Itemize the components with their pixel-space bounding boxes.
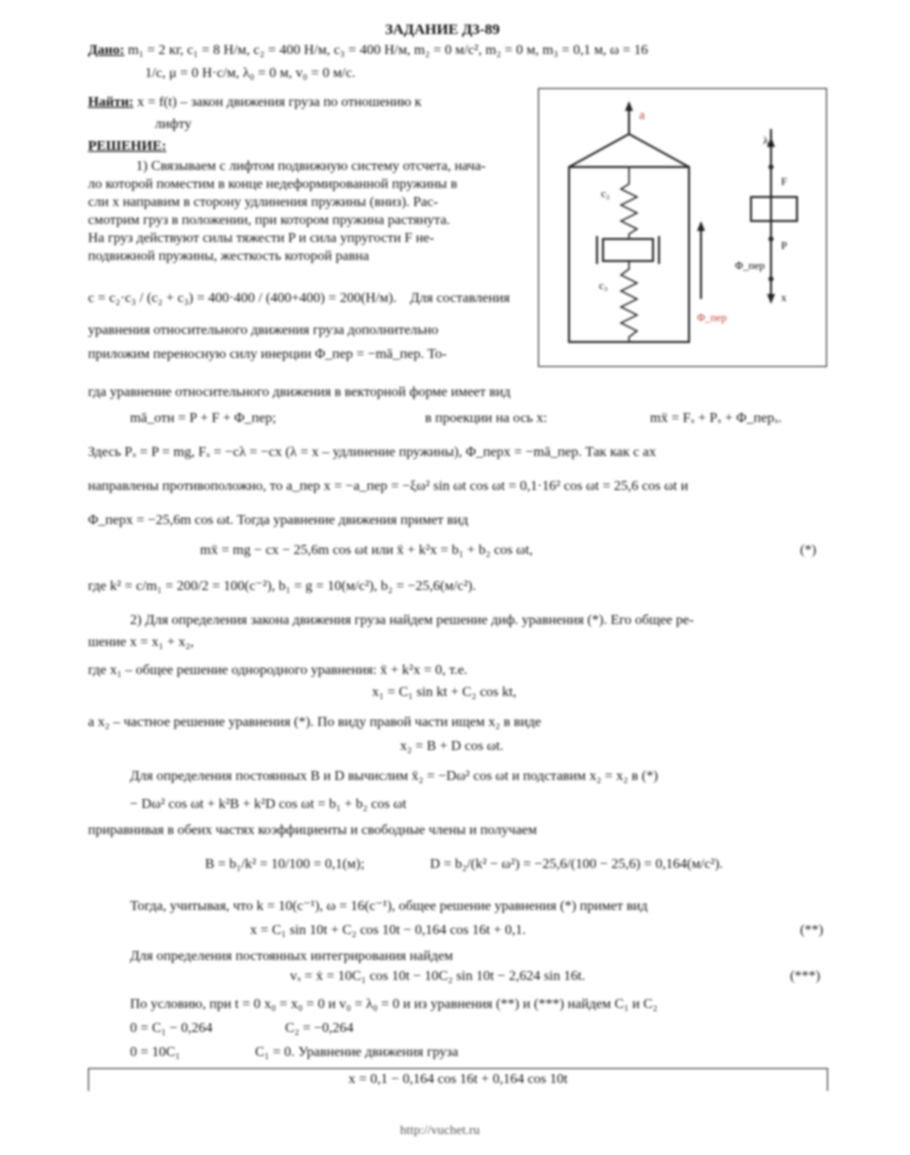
roof-right: [629, 134, 689, 167]
equation-motion-number: (*): [800, 543, 817, 558]
label-P: P: [781, 240, 788, 252]
system-row-1-left: 0 = C₁ − 0,264: [130, 1021, 213, 1036]
paragraph-2: [88, 322, 447, 364]
given-line-1: m₁ = 2 кг, c₁ = 8 Н/м, c₂ = 400 Н/м, c₃ = 400 Н/м, m₂ = 0 м/с², m₂ = 0 м, m₃ = 0,1 м, ω = 16: [127, 43, 649, 58]
text-line: 1) Связываем с лифтом подвижную систему отсчета, нача-: [136, 159, 486, 174]
given-label: Дано:: [88, 43, 125, 58]
equation-projection-label: в проекции на ось x:: [425, 411, 548, 426]
find-label: Найти:: [88, 95, 134, 110]
text-line: смотрим груз в положении, при котором пружина растянута.: [88, 213, 451, 228]
equation-vector: mā_отн = P + F + Φ_пер;: [130, 411, 277, 426]
equation-D: D = b₂/(k² − ω²) = −25,6/(100 − 25,6) = 0,164(м/с²).: [430, 857, 723, 872]
system-row-1-right: C₂ = −0,264: [285, 1021, 354, 1036]
final-answer-box: [88, 1068, 828, 1091]
equation-B: B = b₁/k² = 10/100 = 0,1(м);: [205, 857, 365, 872]
inertia-arrowhead: [697, 221, 705, 231]
equation-projection: mẍ = Fₓ + Pₓ + Φ_перₓ.: [650, 411, 782, 426]
fbd-point-3: [769, 277, 774, 282]
text-line: уравнения относительного движения груза дополнительно: [88, 323, 439, 338]
equation-velocity: vₓ = ẋ = 10C₁ cos 10t − 10C₂ sin 10t − 2,624 sin 16t.: [290, 969, 586, 984]
equation-x1: x₁ = C₁ sin kt + C₂ cos kt,: [372, 685, 517, 700]
find-line-2: лифту: [155, 117, 192, 132]
paragraph-9: а x₂ – частное решение уравнения (*). По виду правой части ищем x₂ в виде: [88, 715, 542, 730]
label-c3: c₃: [599, 280, 608, 292]
diagram-frame: [538, 88, 827, 367]
final-equation: x = 0,1 − 0,164 cos 16t + 0,164 cos 10t: [348, 1072, 568, 1087]
paragraph-14: По условию, при t = 0 x₀ = x₀ = 0 и v₀ = λ₀ = 0 и из уравнения (**) и (***) найдем C₁ и C₂: [130, 997, 658, 1012]
text-line: подвижной пружины, жесткость которой равна: [88, 249, 370, 264]
fbd-point-1: [769, 165, 774, 170]
paragraph-8: где x₁ – общее решение однородного уравнения: ẍ + k²x = 0, т.е.: [88, 663, 468, 678]
paragraph-12: Тогда, учитывая, что k = 10(с⁻¹), ω = 16(с⁻¹), общее решение уравнения (*) примет вид: [130, 899, 648, 914]
given-block: [88, 42, 648, 60]
label-phi-fbd: Φ_пер: [735, 260, 765, 272]
find-block: [88, 94, 421, 112]
equation-motion: mẍ = mg − cx − 25,6m cos ωt или ẍ + k²x = b₁ + b₂ cos ωt,: [200, 543, 533, 558]
fbd-arrowhead-down: [767, 294, 775, 304]
paragraph-10: Для определения постоянных B и D вычислим ẍ₂ = −Dω² cos ωt и подставим x₂ = x₂ в (*): [130, 769, 658, 784]
paragraph-1: [88, 158, 528, 266]
label-x: x: [781, 292, 787, 304]
elevator-diagram: [539, 89, 826, 366]
label-a: a: [639, 107, 645, 122]
text-line: ло которой поместим в конце недеформированной пружины в: [88, 177, 458, 192]
footer-url: http://vuchet.ru: [400, 1122, 480, 1137]
label-F: F: [781, 176, 788, 188]
paragraph-7a: 2) Для определения закона движения груза найдем решение диф. уравнения (*). Его общее ре-: [130, 613, 694, 628]
paragraph-5: направлены противоположно, то a_пер x = −a_пер = −ξω² sin ωt cos ωt = 0,1·16² cos ωt = 25,6 cos ωt и: [88, 479, 689, 494]
fbd-point-2: [769, 237, 774, 242]
label-phi: Φ_пер: [697, 312, 727, 324]
lower-spring: [621, 261, 637, 342]
text-line: сли x направим в сторону удлинения пружины (вниз). Рас-: [88, 195, 438, 210]
given-line-2: 1/с, μ = 0 Н·с/м, λ₀ = 0 м, v₀ = 0 м/с.: [145, 66, 356, 81]
formula-c-tail: Для составления: [410, 291, 510, 306]
solution-label: РЕШЕНИЕ:: [88, 139, 167, 154]
weight-block: [603, 239, 653, 261]
formula-c: c = c₂·c₃ / (c₂ + c₃) = 400·400 / (400+400) = 200(Н/м).: [88, 291, 397, 306]
find-line-1: x = f(t) – закон движения груза по отношению к: [137, 95, 422, 110]
system-row-2-right: C₁ = 0. Уравнение движения груза: [255, 1045, 459, 1060]
equation-substitution: − Dω² cos ωt + k²B + k²D cos ωt = b₁ + b₂ cos ωt: [130, 797, 407, 812]
text-line: приложим переносную силу инерции Φ_пер = −mā_пер. То-: [88, 347, 447, 362]
paragraph-7b: шение x = x₁ + x₂,: [88, 635, 194, 650]
system-row-2-left: 0 = 10C₁: [130, 1045, 181, 1060]
label-lambda: λ₀: [763, 135, 773, 147]
text-line: На груз действуют силы тяжести P и сила упругости F не-: [88, 231, 435, 246]
equation-general-number: (**): [800, 923, 824, 938]
page-title: ЗАДАНИЕ Д3-89: [385, 22, 500, 38]
fbd-weight: [751, 197, 797, 221]
roof-left: [569, 134, 629, 167]
equation-k: где k² = c/m₁ = 200/2 = 100(с⁻²), b₁ = g = 10(м/с²), b₂ = −25,6(м/с²).: [88, 579, 476, 594]
upper-spring: [621, 167, 637, 239]
paragraph-4: Здесь Pₓ = P = mg, Fₓ = −cλ = −cx (λ = x – удлинение пружины), Φ_перx = −mā_пер. Так как с ax: [88, 445, 656, 460]
paragraph-11: приравнивая в обеих частях коэффициенты и свободные члены и получаем: [88, 823, 537, 838]
equation-general: x = C₁ sin 10t + C₂ cos 10t − 0,164 cos 16t + 0,1.: [250, 923, 526, 938]
label-c2: c₂: [601, 188, 610, 200]
equation-x2: x₂ = B + D cos ωt.: [400, 739, 504, 754]
equation-velocity-number: (***): [790, 969, 821, 984]
paragraph-6: Φ_перx = −25,6m cos ωt. Тогда уравнение движения примет вид: [88, 513, 469, 528]
acceleration-arrowhead: [625, 101, 633, 111]
paragraph-13: Для определения постоянных интегрирования найдем: [130, 949, 454, 964]
paragraph-3: гда уравнение относительного движения в векторной форме имеет вид: [88, 385, 511, 400]
